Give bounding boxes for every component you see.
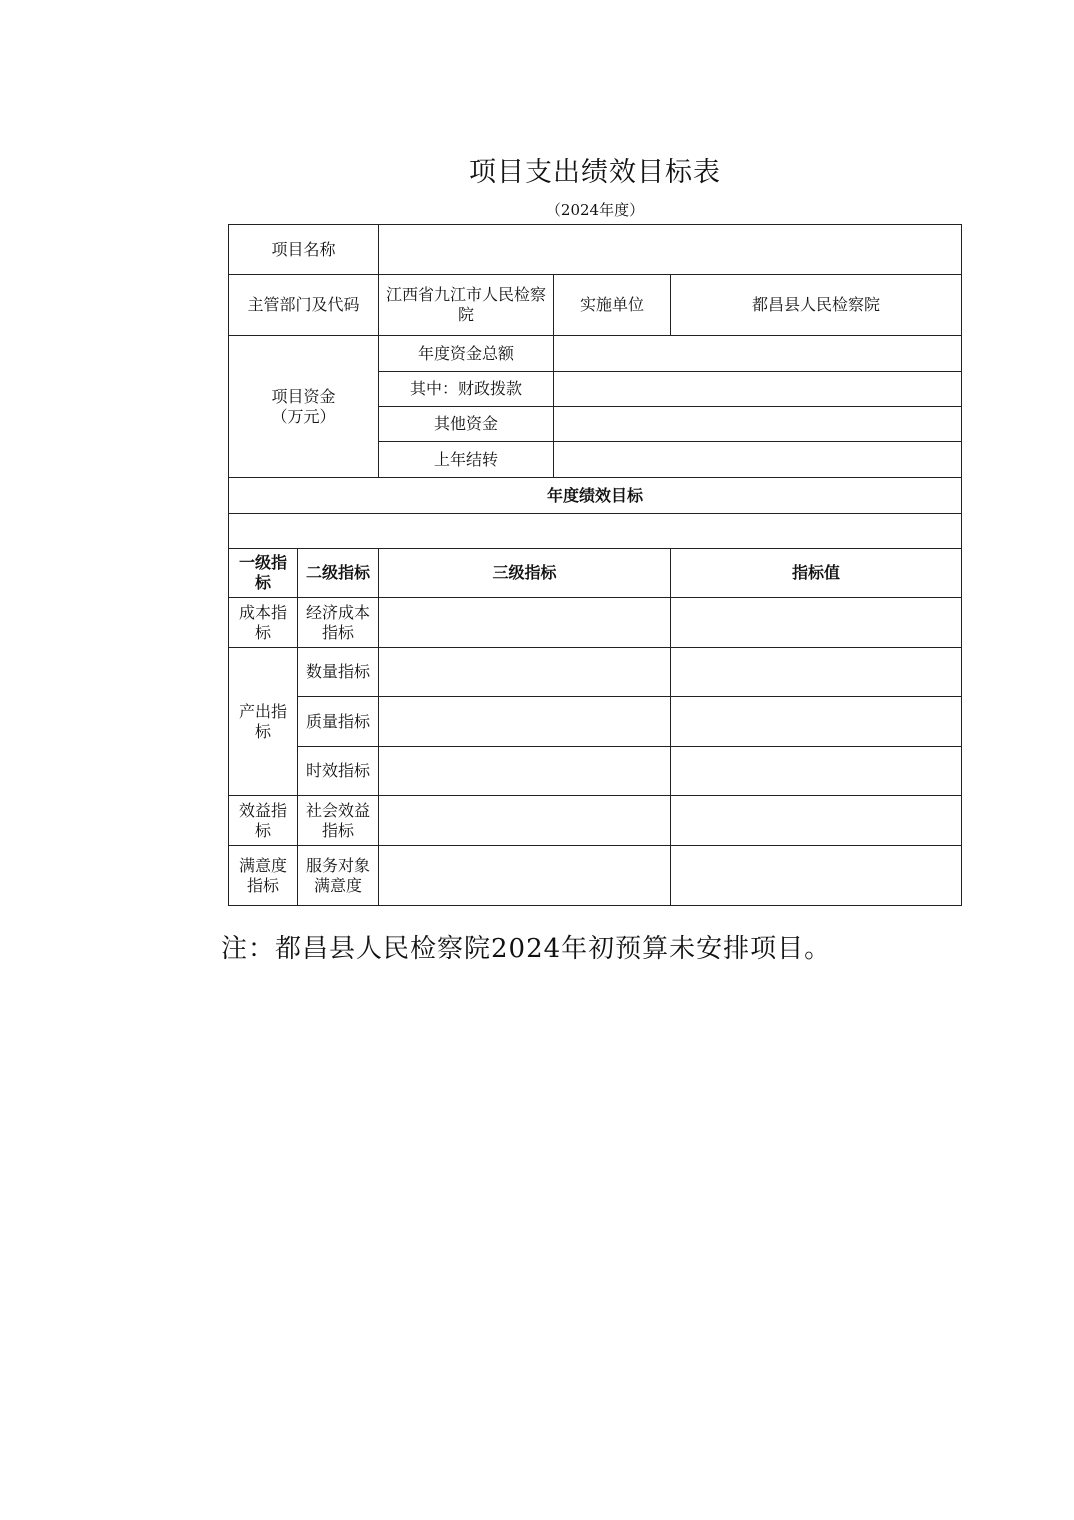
funds-label-line1: 项目资金: [271, 386, 336, 406]
funds-carryover-label: 上年结转: [379, 442, 554, 478]
funds-total-value: [554, 336, 962, 372]
project-name-label: 项目名称: [229, 225, 379, 275]
level2-cell: 质量指标: [298, 697, 379, 747]
indicator-value-cell: [671, 697, 962, 747]
indicator-value-cell: [671, 747, 962, 796]
department-label: 主管部门及代码: [229, 275, 379, 336]
level1-cell: 成本指标: [229, 598, 298, 648]
funds-other-value: [554, 407, 962, 442]
level2-header: 二级指标: [298, 549, 379, 598]
level3-cell: [379, 697, 671, 747]
annual-goal-value: [229, 514, 962, 549]
annual-goal-header-row: [229, 478, 962, 514]
level3-cell: [379, 648, 671, 697]
level3-header: 三级指标: [379, 549, 671, 598]
document-year: （2024年度）: [545, 201, 645, 219]
annual-goal-label: 年度绩效目标: [229, 478, 962, 514]
project-name-row: [229, 225, 962, 275]
indicator-value-cell: [671, 846, 962, 906]
implementing-unit-label: 实施单位: [554, 275, 671, 336]
level2-cell: 数量指标: [298, 648, 379, 697]
level1-header: 一级指标: [229, 549, 298, 598]
funds-label-line2: （万元）: [271, 406, 336, 426]
level1-cell: 产出指标: [229, 648, 298, 796]
indicator-row: [229, 697, 962, 747]
funds-label: [229, 336, 379, 478]
indicator-row: [229, 796, 962, 846]
indicator-value-header: 指标值: [671, 549, 962, 598]
annual-goal-content-row: [229, 514, 962, 549]
level3-cell: [379, 846, 671, 906]
project-name-value: [379, 225, 962, 275]
indicator-row: [229, 846, 962, 906]
funds-total-label: 年度资金总额: [379, 336, 554, 372]
implementing-unit-value: 都昌县人民检察院: [671, 275, 962, 336]
performance-target-table: [228, 224, 962, 906]
level3-cell: [379, 598, 671, 648]
level1-cell: 满意度指标: [229, 846, 298, 906]
indicator-header-row: [229, 549, 962, 598]
funds-row: [229, 336, 962, 372]
department-row: [229, 275, 962, 336]
level2-cell: 经济成本指标: [298, 598, 379, 648]
level2-cell: 服务对象满意度: [298, 846, 379, 906]
funds-carryover-value: [554, 442, 962, 478]
footnote: 注：都昌县人民检察院2024年初预算未安排项目。: [221, 934, 832, 964]
indicator-value-cell: [671, 648, 962, 697]
department-value: 江西省九江市人民检察院: [379, 275, 554, 336]
funds-fiscal-label: 其中：财政拨款: [379, 372, 554, 407]
indicator-value-cell: [671, 796, 962, 846]
funds-fiscal-value: [554, 372, 962, 407]
level2-cell: 社会效益指标: [298, 796, 379, 846]
indicator-value-cell: [671, 598, 962, 648]
funds-other-label: 其他资金: [379, 407, 554, 442]
level2-cell: 时效指标: [298, 747, 379, 796]
level3-cell: [379, 796, 671, 846]
indicator-row: [229, 598, 962, 648]
indicator-row: [229, 648, 962, 697]
document-title: 项目支出绩效目标表: [469, 157, 721, 188]
level1-cell: 效益指标: [229, 796, 298, 846]
indicator-row: [229, 747, 962, 796]
level3-cell: [379, 747, 671, 796]
